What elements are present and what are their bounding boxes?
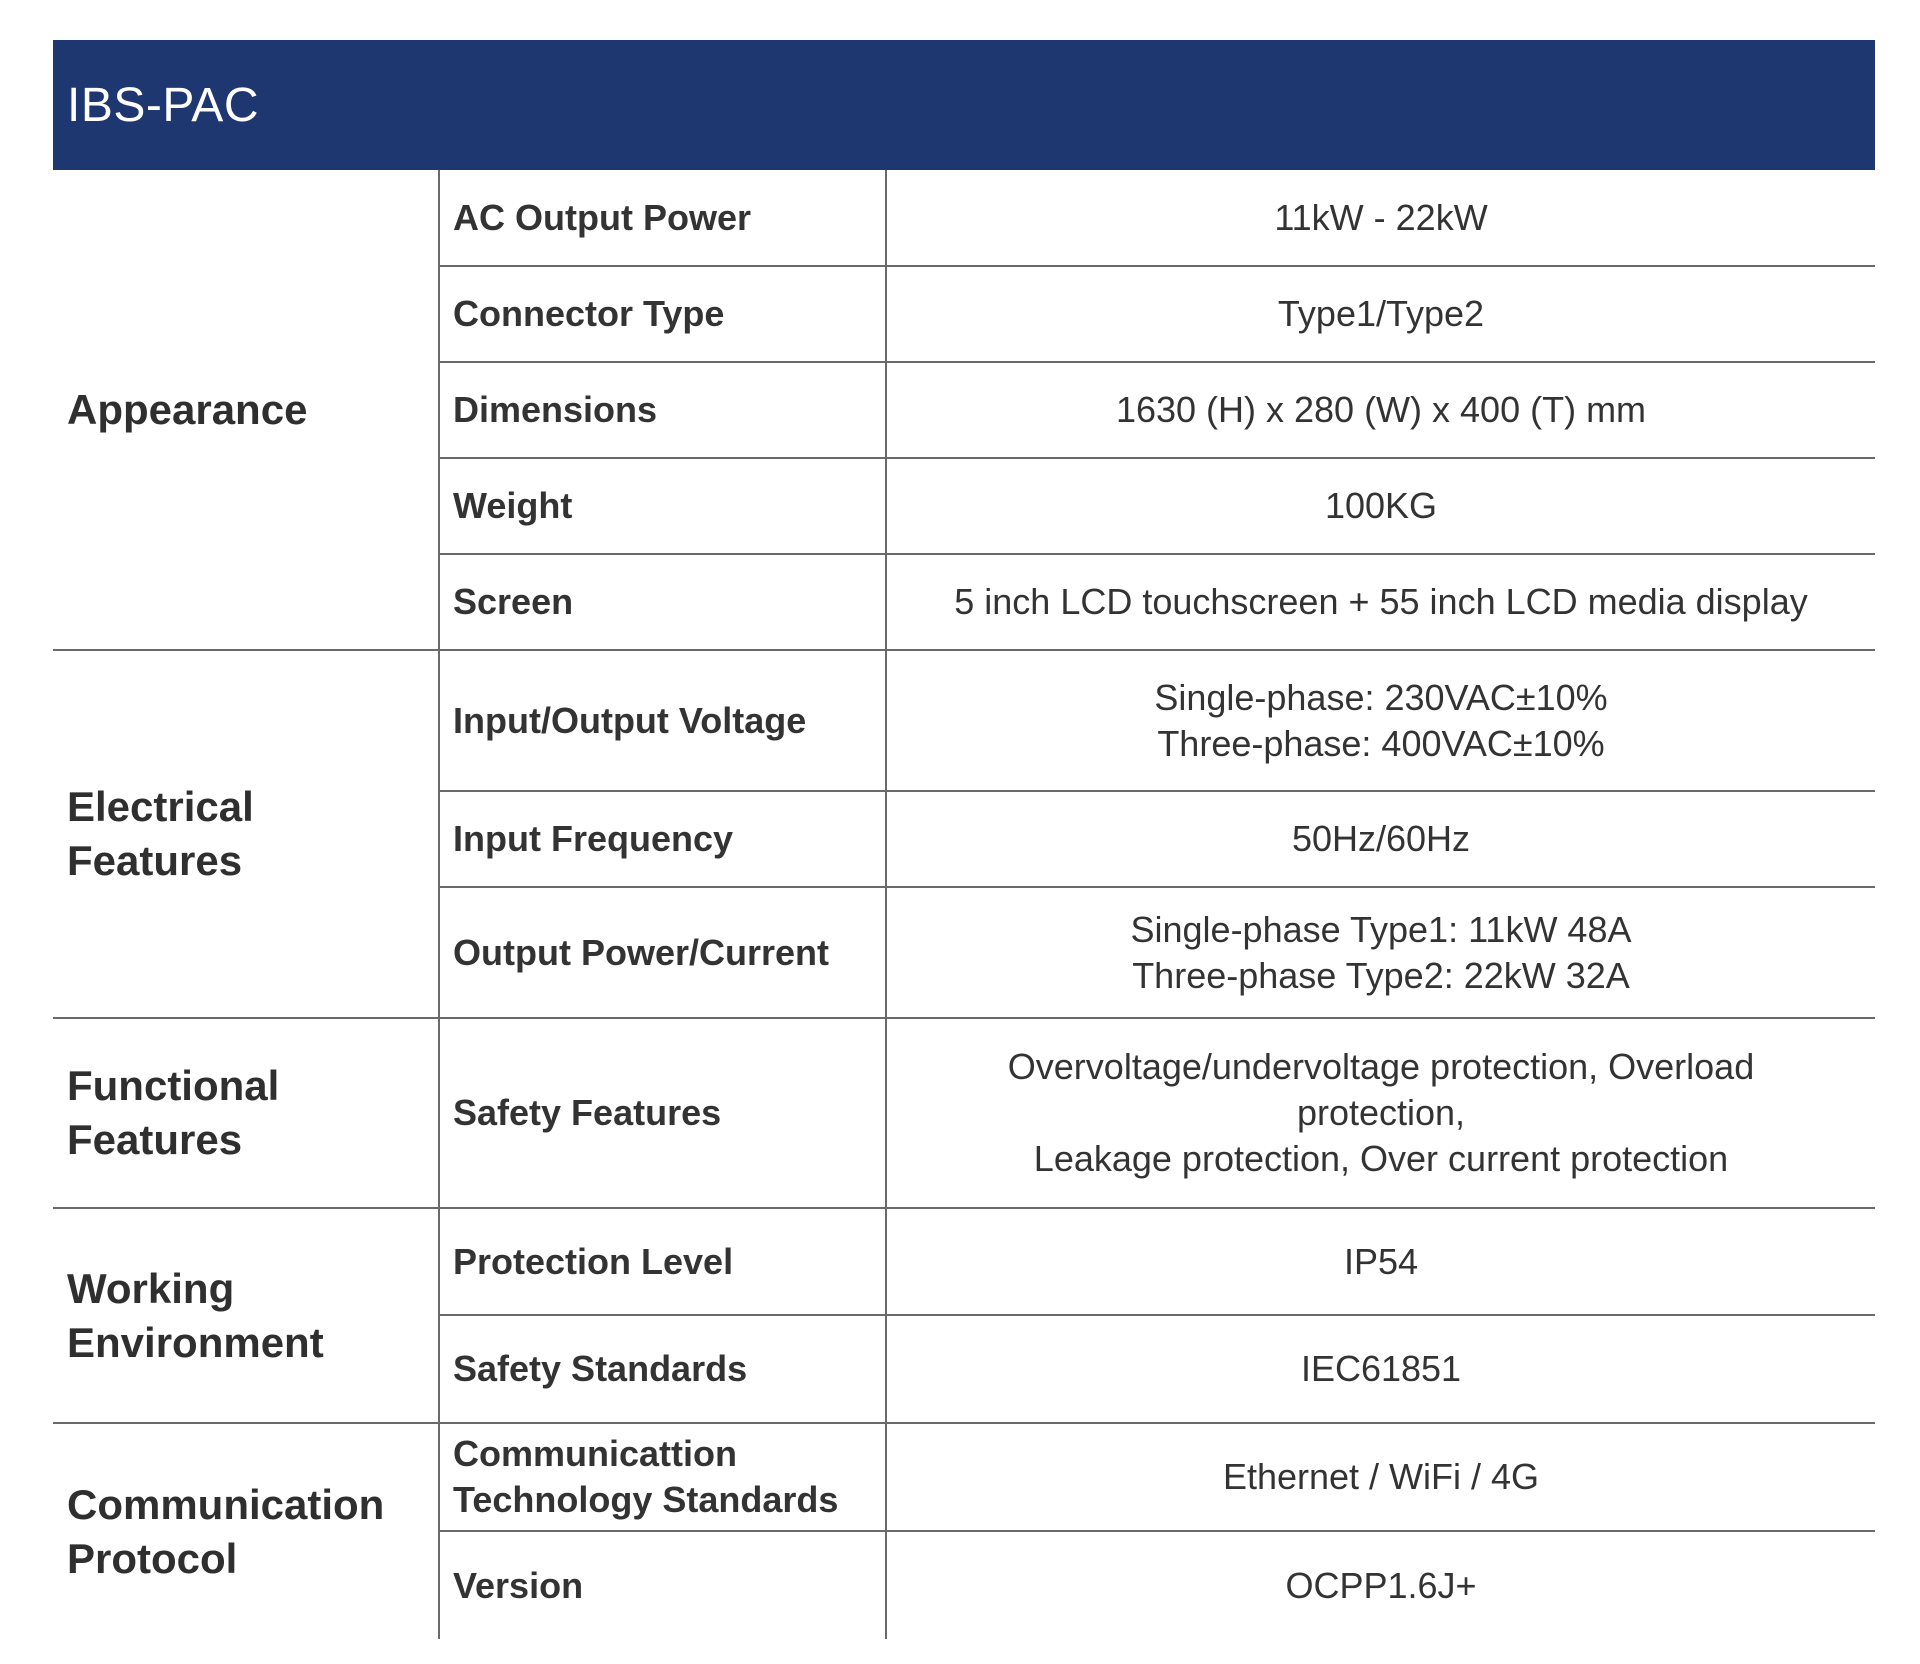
spec-table [53, 170, 1875, 1639]
spec-value: 1630 (H) x 280 (W) x 400 (T) mm [886, 362, 1875, 458]
spec-label: Screen [439, 554, 886, 650]
section-working-environment: Working Environment [53, 1208, 439, 1423]
table-row [53, 1208, 1875, 1315]
table-row [53, 170, 1875, 266]
spec-label: AC Output Power [439, 170, 886, 266]
table-row [53, 1018, 1875, 1208]
spec-value: Single-phase Type1: 11kW 48A Three-phase Type2: 22kW 32A [886, 887, 1875, 1018]
spec-label: Output Power/Current [439, 887, 886, 1018]
spec-value: IP54 [886, 1208, 1875, 1315]
spec-label: Safety Features [439, 1018, 886, 1208]
spec-label: Input/Output Voltage [439, 650, 886, 791]
spec-value: IEC61851 [886, 1315, 1875, 1423]
spec-sheet [53, 40, 1875, 1639]
table-row [53, 650, 1875, 791]
spec-label: Input Frequency [439, 791, 886, 887]
spec-label: Communicattion Technology Standards [439, 1423, 886, 1531]
table-row [53, 1423, 1875, 1531]
spec-label: Version [439, 1531, 886, 1639]
spec-value: 11kW - 22kW [886, 170, 1875, 266]
spec-value: 5 inch LCD touchscreen + 55 inch LCD media display [886, 554, 1875, 650]
spec-value: 100KG [886, 458, 1875, 554]
spec-label: Connector Type [439, 266, 886, 362]
section-functional-features: Functional Features [53, 1018, 439, 1208]
section-communication-protocol: Communication Protocol [53, 1423, 439, 1639]
header-bar [53, 40, 1875, 170]
spec-label: Safety Standards [439, 1315, 886, 1423]
spec-label: Weight [439, 458, 886, 554]
product-title: IBS-PAC [67, 78, 259, 132]
spec-value: Overvoltage/undervoltage protection, Overload protection, Leakage protection, Over current protection [886, 1018, 1875, 1208]
spec-value: Single-phase: 230VAC±10% Three-phase: 400VAC±10% [886, 650, 1875, 791]
spec-value: 50Hz/60Hz [886, 791, 1875, 887]
section-electrical-features: Electrical Features [53, 650, 439, 1018]
spec-value: OCPP1.6J+ [1285, 1564, 1477, 1606]
section-appearance: Appearance [53, 170, 439, 650]
spec-label: Dimensions [439, 362, 886, 458]
spec-value: Type1/Type2 [886, 266, 1875, 362]
spec-value: Ethernet / WiFi / 4G [886, 1423, 1875, 1531]
spec-label: Protection Level [439, 1208, 886, 1315]
